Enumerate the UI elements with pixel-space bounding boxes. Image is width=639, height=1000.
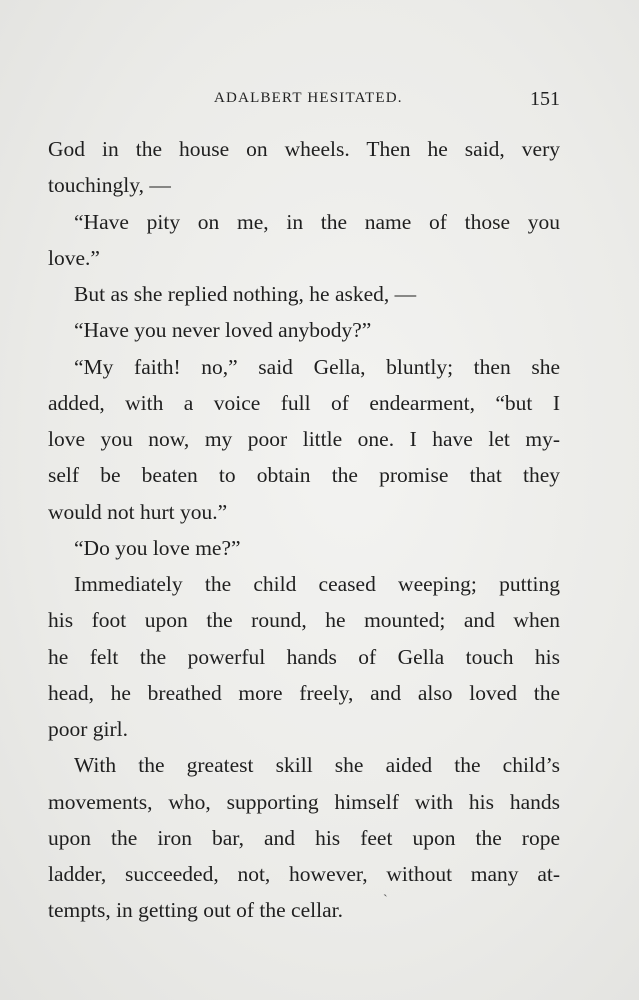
page-number: 151 bbox=[530, 88, 560, 110]
text-line: love.” bbox=[48, 245, 100, 270]
text-line: “Do you love me?” bbox=[74, 535, 241, 560]
text-line: God in the house on wheels. Then he said, very bbox=[48, 137, 560, 161]
text-line: With the greatest skill she aided the child’s bbox=[74, 753, 560, 778]
page-header bbox=[48, 88, 560, 114]
text-line: “Have pity on me, in the name of those you bbox=[74, 209, 560, 234]
text-line: ladder, succeeded, not, however, without many at- bbox=[48, 862, 560, 886]
text-line: would not hurt you.” bbox=[48, 499, 228, 524]
text-line: tempts, in getting out of the cellar. bbox=[48, 898, 343, 923]
text-line: poor girl. bbox=[48, 717, 129, 741]
text-line: “My faith! no,” said Gella, bluntly; then she bbox=[74, 354, 560, 379]
text-line: movements, who, supporting himself with his hands bbox=[48, 789, 560, 814]
text-line: added, with a voice full of endearment, “but I bbox=[48, 390, 560, 415]
text-line: love you now, my poor little one. I have let my- bbox=[48, 427, 560, 451]
running-head: ADALBERT HESITATED. bbox=[214, 90, 403, 106]
text-line: he felt the powerful hands of Gella touch his bbox=[48, 644, 560, 669]
text-line: his foot upon the round, he mounted; and when bbox=[48, 608, 560, 633]
text-line: head, he breathed more freely, and also loved the bbox=[48, 680, 560, 705]
text-line: “Have you never loved anybody?” bbox=[74, 318, 372, 343]
text-line: self be beaten to obtain the promise that they bbox=[48, 463, 560, 488]
text-line: Immediately the child ceased weeping; putting bbox=[74, 572, 560, 596]
text-line: upon the iron bar, and his feet upon the rope bbox=[48, 825, 560, 850]
text-line: But as she replied nothing, he asked, — bbox=[74, 282, 417, 306]
text-line: touchingly, — bbox=[48, 173, 171, 198]
stray-ink-mark: ` bbox=[383, 893, 388, 908]
body-text bbox=[48, 131, 560, 929]
